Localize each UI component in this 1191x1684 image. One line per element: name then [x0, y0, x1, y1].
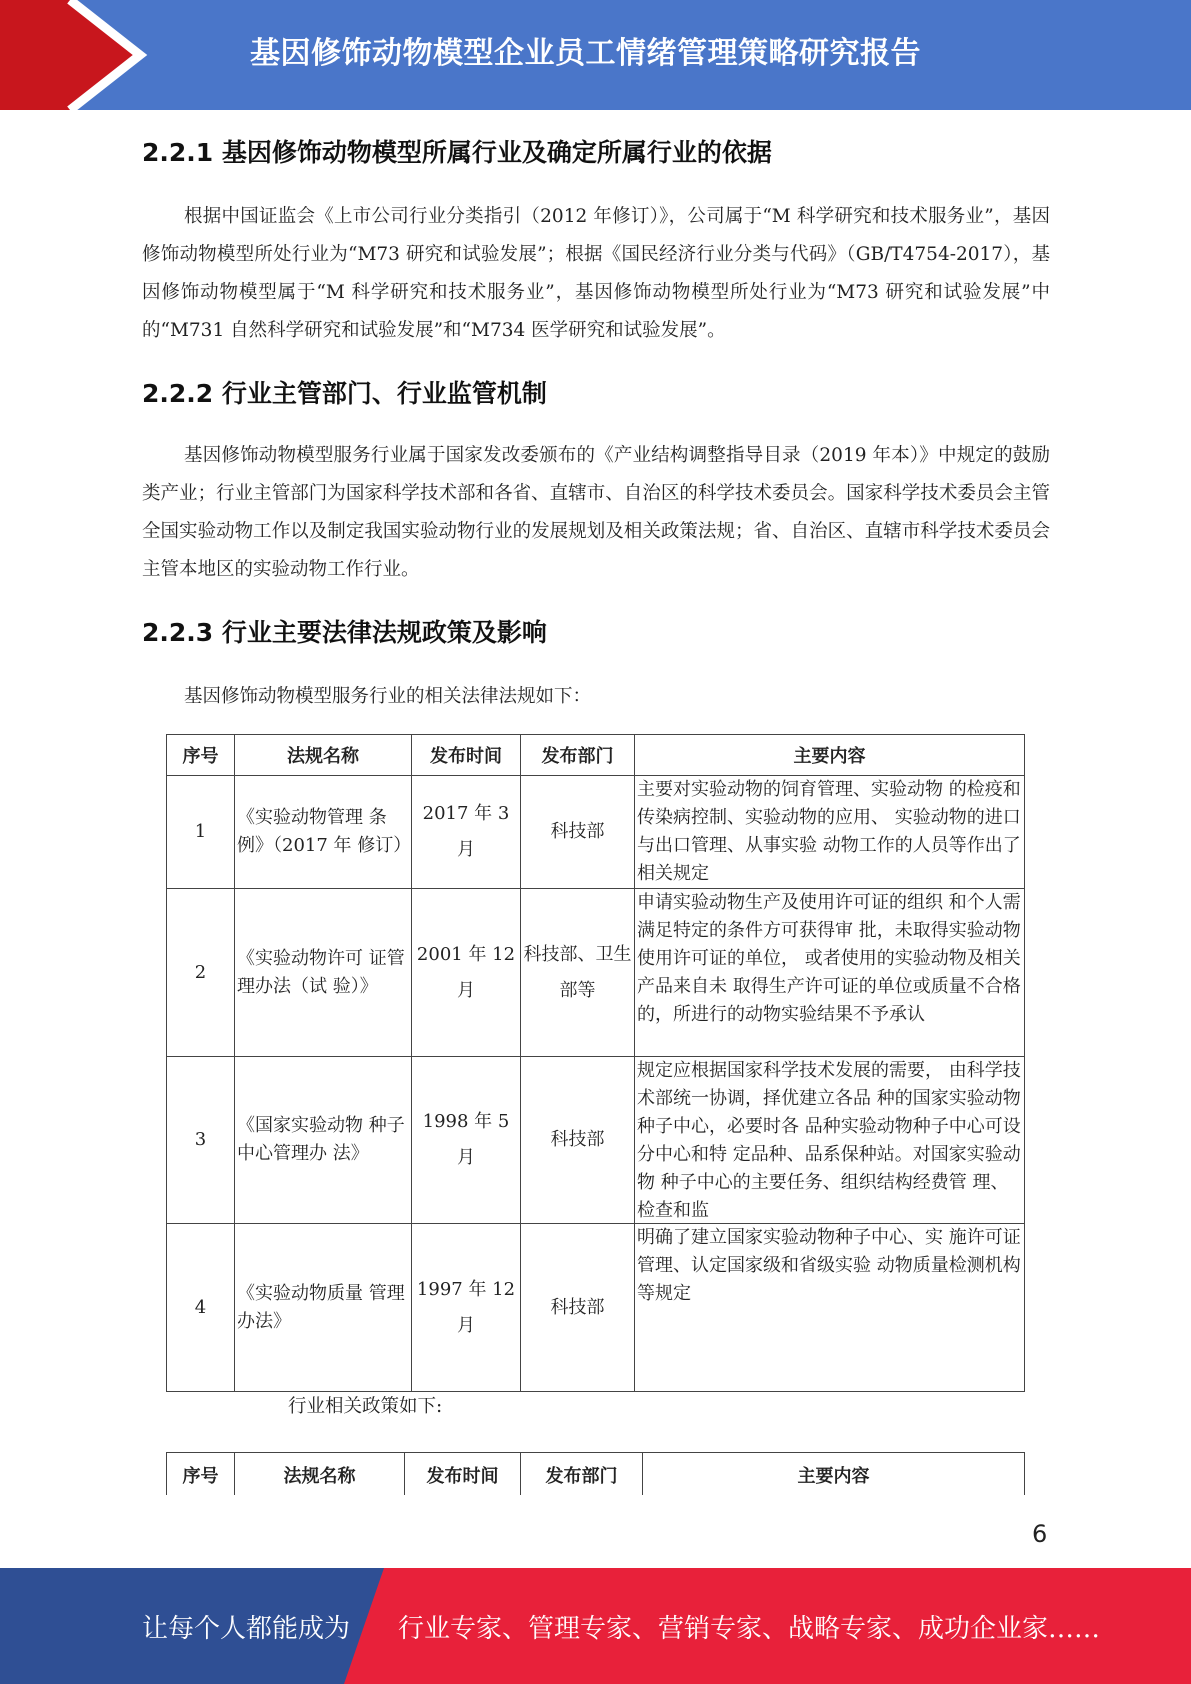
- section-paragraph-2-2-2: 基因修饰动物模型服务行业属于国家发改委颁布的《产业结构调整指导目录（2019 年本）》中规定的鼓励类产业；行业主管部门为国家科学技术部和各省、直辖市、自治区的科学技术委员会。国家科学技术委员会主管全国实验动物工作以及制定我国实验动物行业的发展规划及相关政策法规；省、自治区、直辖市科学技术委员会主管本地区的实验动物工作行业。: [142, 445, 1050, 580]
- page-header: [0, 0, 1191, 110]
- table-header-row: [167, 1453, 1025, 1496]
- header-time: 发布时间: [405, 1453, 521, 1496]
- table-row: [167, 1224, 1025, 1392]
- footer-slogan-right: 行业专家、管理专家、营销专家、战略专家、成功企业家……: [398, 1614, 1101, 1644]
- row-no: 3: [167, 1057, 235, 1224]
- policy-intro: 行业相关政策如下:: [288, 1396, 443, 1417]
- row-content: 申请实验动物生产及使用许可证的组织 和个人需满足特定的条件方可获得审 批，未取得实验动物使用许可证的单位， 或者使用的实验动物及相关产品来自未 取得生产许可证的单位或质量不合格 的，所进行的动物实验结果不予承认: [635, 889, 1025, 1057]
- row-content: 明确了建立国家实验动物种子中心、实 施许可证管理、认定国家级和省级实验 动物质量检测机构等规定: [635, 1224, 1025, 1392]
- row-time: 1997 年 12 月: [412, 1224, 521, 1392]
- header-content: 主要内容: [635, 735, 1025, 776]
- row-name: 《实验动物管理 条例》（2017 年 修订）: [235, 776, 412, 889]
- section-paragraph-2-2-3: 基因修饰动物模型服务行业的相关法律法规如下：: [184, 686, 592, 707]
- row-content: [635, 1057, 1025, 1224]
- footer-slogan-left: 让每个人都能成为: [142, 1614, 351, 1644]
- table-header-row: [167, 735, 1025, 776]
- section-paragraph-2-2-1: 根据中国证监会《上市公司行业分类指引（2012 年修订）》，公司属于“M 科学研究和技术服务业”，基因修饰动物模型所处行业为“M73 研究和试验发展”；根据《国民经济行业分类与代码》（GB/T4754-2017），基因修饰动物模型属于“M 科学研究和技术服务业”，基因修饰动物模型所处行业为“M73 研究和试验发展”中的“M731 自然科学研究和试验发展”和“M734 医学研究和试验发展”。: [142, 206, 1050, 341]
- report-title: 基因修饰动物模型企业员工情绪管理策略研究报告: [250, 36, 921, 71]
- laws-table: [166, 734, 1025, 1392]
- header-time: 发布时间: [412, 735, 521, 776]
- table-row: [167, 1057, 1025, 1224]
- row-name: 《国家实验动物 种子中心管理办 法》: [235, 1057, 412, 1224]
- section-heading-2-2-3: 2.2.3 行业主要法律法规政策及影响: [142, 618, 547, 647]
- row-dept: 科技部: [521, 1224, 635, 1392]
- header-dept: 发布部门: [521, 735, 635, 776]
- header-content: 主要内容: [643, 1453, 1025, 1496]
- policy-table-clip: [166, 1452, 1026, 1495]
- row-content: 主要对实验动物的饲育管理、实验动物 的检疫和传染病控制、实验动物的应用、 实验动物的进口与出口管理、从事实验 动物工作的人员等作出了相关规定: [635, 776, 1025, 889]
- section-heading-2-2-2: 2.2.2 行业主管部门、行业监管机制: [142, 379, 547, 408]
- header-no: 序号: [167, 1453, 235, 1496]
- table-row: [167, 889, 1025, 1057]
- policy-table: [166, 1452, 1025, 1495]
- header-no: 序号: [167, 735, 235, 776]
- page-number: 6: [1032, 1520, 1048, 1548]
- row-name: 《实验动物许可 证管理办法（试 验）》: [235, 889, 412, 1057]
- row-time: 2001 年 12 月: [412, 889, 521, 1057]
- table-row: [167, 776, 1025, 889]
- row-dept: 科技部: [521, 1057, 635, 1224]
- row-no: 1: [167, 776, 235, 889]
- row-content-text: 规定应根据国家科学技术发展的需要， 由科学技术部统一协调，择优建立各品 种的国家实验动物种子中心，必要时各 品种实验动物种子中心可设分中心和特 定品种、品系保种站。对国家实验动物 种子中心的主要任务、组织结构经费管 理、检查和监: [637, 1060, 1021, 1221]
- header-name: 法规名称: [235, 735, 412, 776]
- header-dept: 发布部门: [521, 1453, 643, 1496]
- row-time: 2017 年 3 月: [412, 776, 521, 889]
- row-name: 《实验动物质量 管理办法》: [235, 1224, 412, 1392]
- page-footer: [0, 1568, 1191, 1684]
- section-heading-2-2-1: 2.2.1 基因修饰动物模型所属行业及确定所属行业的依据: [142, 138, 772, 167]
- row-dept: 科技部、卫生部等: [521, 889, 635, 1057]
- header-name: 法规名称: [235, 1453, 405, 1496]
- row-dept: 科技部: [521, 776, 635, 889]
- row-no: 4: [167, 1224, 235, 1392]
- row-no: 2: [167, 889, 235, 1057]
- row-time: 1998 年 5 月: [412, 1057, 521, 1224]
